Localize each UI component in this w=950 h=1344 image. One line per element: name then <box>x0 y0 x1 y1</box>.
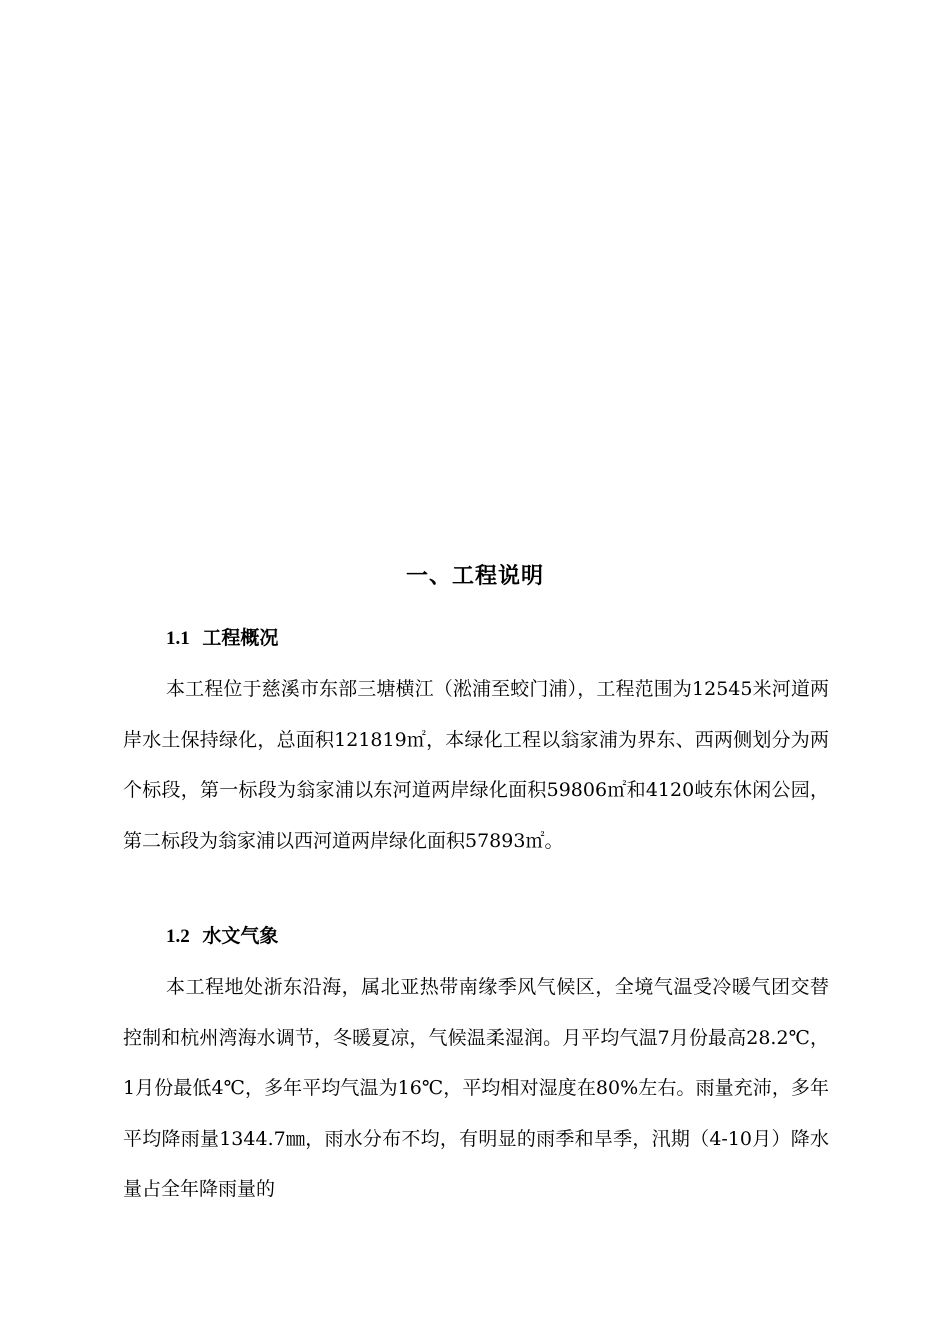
section-title: 工程概况 <box>202 627 279 649</box>
section-paragraph-hydrology: 本工程地处浙东沿海，属北亚热带南缘季风气候区，全境气温受冷暖气团交替控制和杭州湾海水调节，冬暖夏凉，气候温柔湿润。月平均气温7月份最高28.2℃，1月份最低4℃，多年平均气温为16℃，平均相对湿度在80%左右。雨量充沛，多年平均降雨量1344.7㎜，雨水分布不均，有明显的雨季和旱季，汛期（4-10月）降水量占全年降雨量的 <box>123 976 829 1200</box>
chapter-title: 一、工程说明 <box>405 564 544 589</box>
section-heading-hydrology <box>166 921 278 952</box>
section-title: 水文气象 <box>202 925 279 947</box>
section-number: 1.1 <box>166 628 190 649</box>
section-heading-overview <box>166 623 278 654</box>
section-paragraph-overview: 本工程位于慈溪市东部三塘横江（淞浦至蛟门浦），工程范围为12545米河道两岸水土保持绿化，总面积121819㎡，本绿化工程以翁家浦为界东、西两侧划分为两个标段，第一标段为翁家浦以东河道两岸绿化面积59806㎡和4120岐东休闲公园，第二标段为翁家浦以西河道两岸绿化面积57893㎡。 <box>123 678 829 852</box>
section-number: 1.2 <box>166 926 190 947</box>
